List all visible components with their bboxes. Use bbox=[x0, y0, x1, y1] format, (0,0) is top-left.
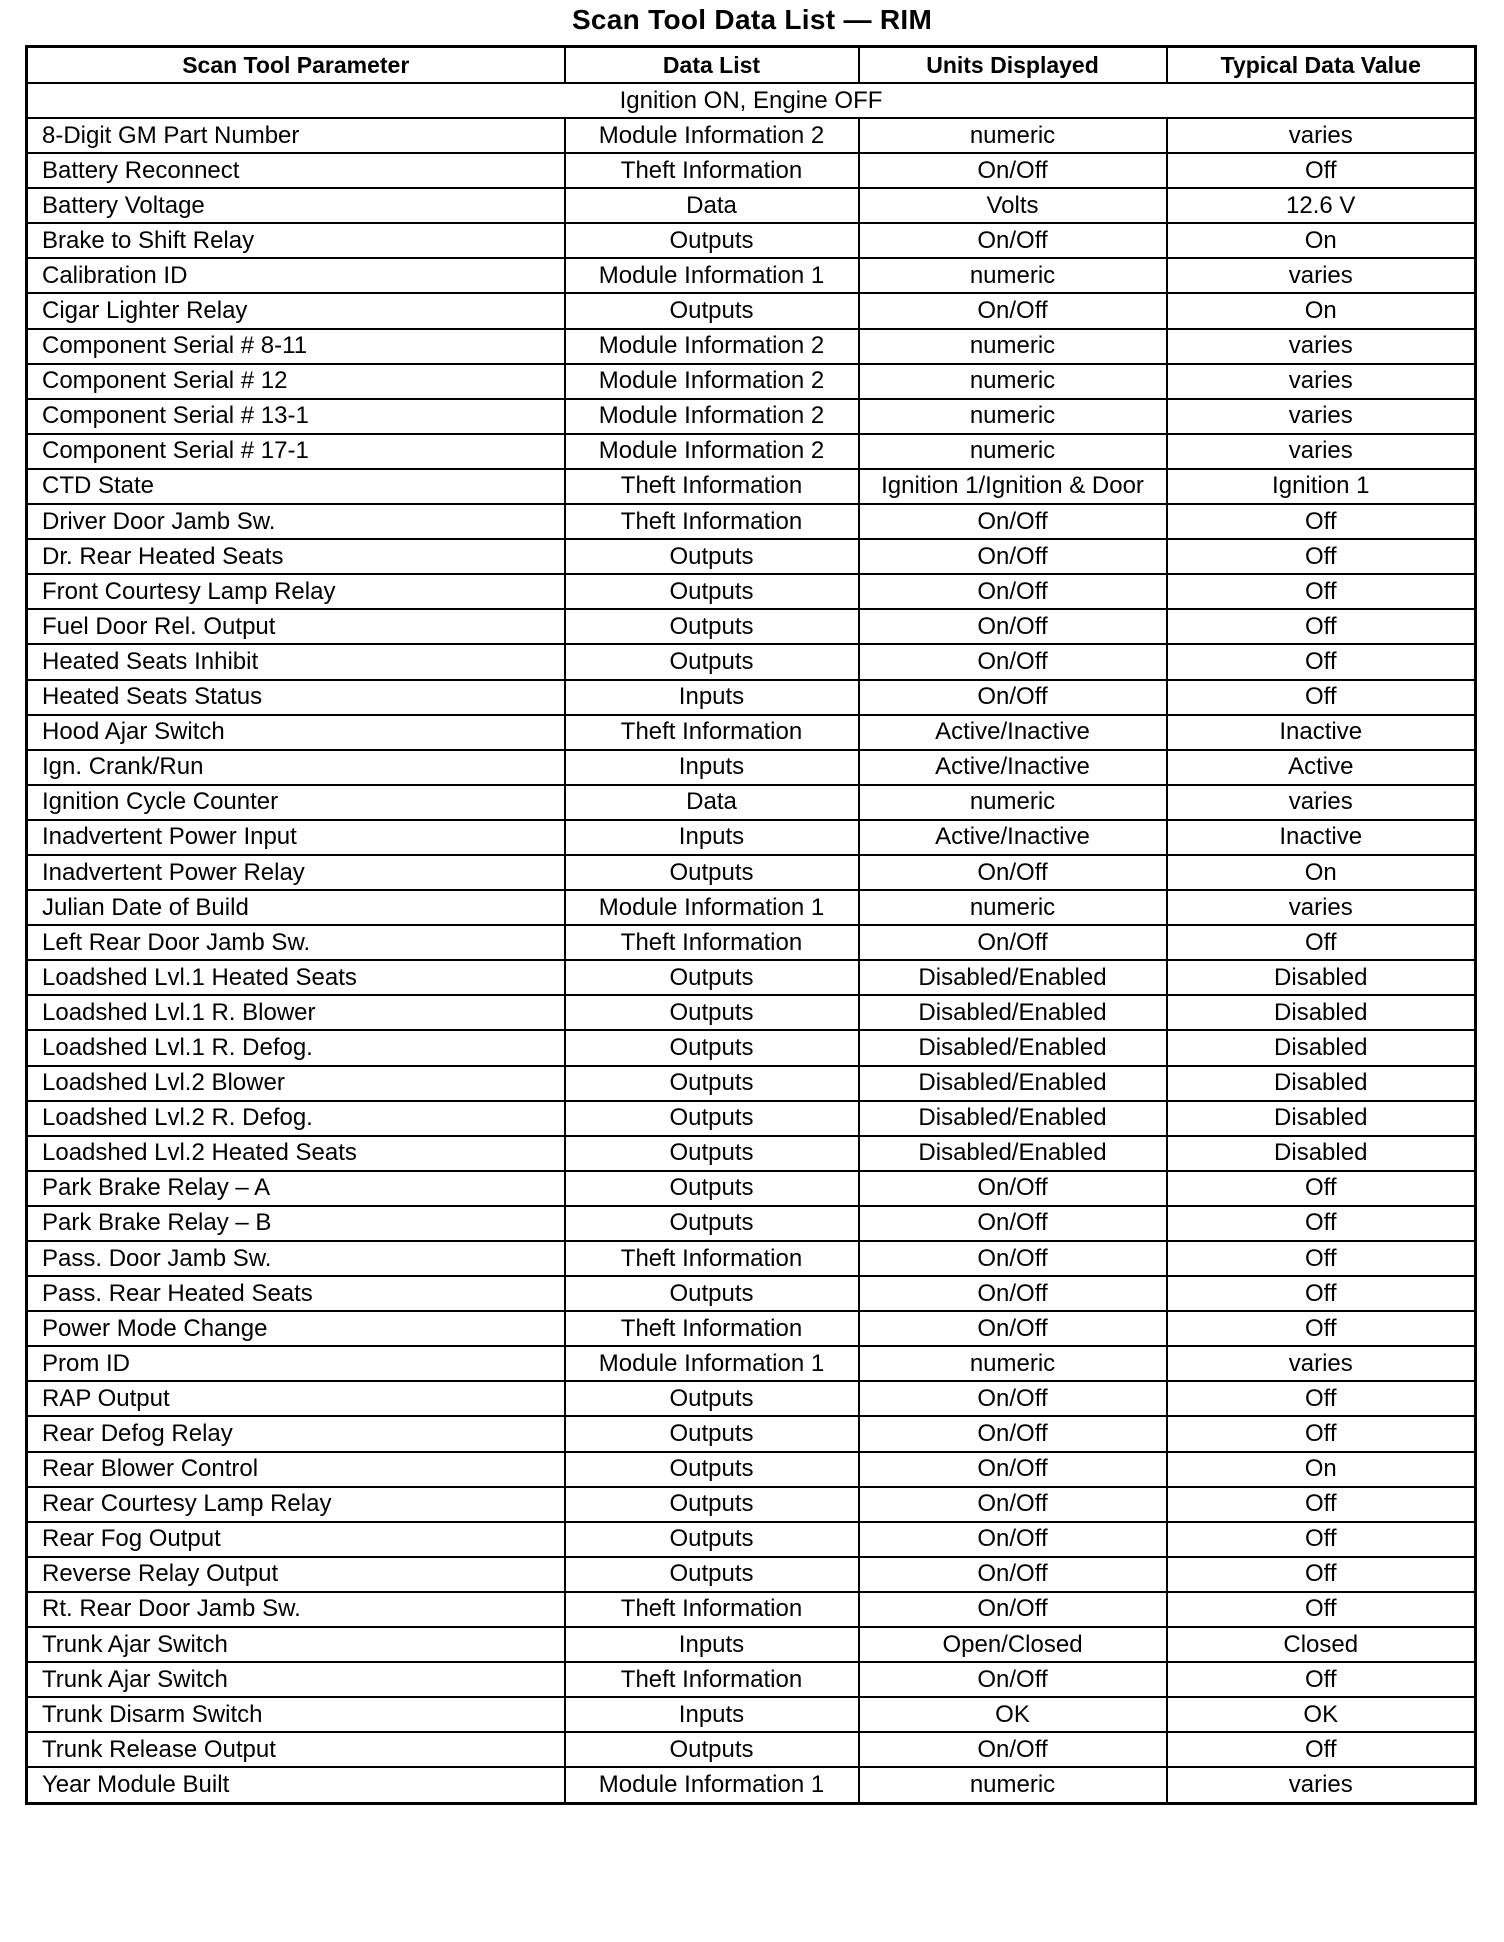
cell-typical-value: Off bbox=[1167, 644, 1476, 679]
cell-typical-value: 12.6 V bbox=[1167, 188, 1476, 223]
cell-typical-value: Off bbox=[1167, 153, 1476, 188]
table-row bbox=[27, 1030, 1476, 1065]
cell-typical-value: Disabled bbox=[1167, 1066, 1476, 1101]
cell-units: Disabled/Enabled bbox=[859, 1066, 1167, 1101]
cell-data-list: Theft Information bbox=[565, 925, 859, 960]
cell-data-list: Theft Information bbox=[565, 469, 859, 504]
cell-units: Disabled/Enabled bbox=[859, 1136, 1167, 1171]
table-row bbox=[27, 1241, 1476, 1276]
cell-parameter: Reverse Relay Output bbox=[27, 1557, 565, 1592]
table-row bbox=[27, 434, 1476, 469]
cell-typical-value: Off bbox=[1167, 539, 1476, 574]
cell-data-list: Outputs bbox=[565, 1066, 859, 1101]
cell-parameter: Heated Seats Status bbox=[27, 680, 565, 715]
cell-data-list: Theft Information bbox=[565, 1241, 859, 1276]
cell-data-list: Outputs bbox=[565, 960, 859, 995]
table-row bbox=[27, 1732, 1476, 1767]
table-row bbox=[27, 293, 1476, 328]
cell-units: numeric bbox=[859, 785, 1167, 820]
cell-typical-value: Off bbox=[1167, 680, 1476, 715]
cell-units: On/Off bbox=[859, 680, 1167, 715]
table-row bbox=[27, 1416, 1476, 1451]
cell-data-list: Module Information 2 bbox=[565, 399, 859, 434]
cell-data-list: Outputs bbox=[565, 1171, 859, 1206]
cell-typical-value: Off bbox=[1167, 574, 1476, 609]
table-row bbox=[27, 1662, 1476, 1697]
cell-parameter: Trunk Ajar Switch bbox=[27, 1662, 565, 1697]
cell-data-list: Outputs bbox=[565, 1522, 859, 1557]
cell-parameter: Pass. Rear Heated Seats bbox=[27, 1276, 565, 1311]
cell-data-list: Inputs bbox=[565, 680, 859, 715]
cell-typical-value: On bbox=[1167, 1452, 1476, 1487]
cell-typical-value: Off bbox=[1167, 609, 1476, 644]
cell-parameter: Trunk Release Output bbox=[27, 1732, 565, 1767]
table-row bbox=[27, 820, 1476, 855]
cell-parameter: Front Courtesy Lamp Relay bbox=[27, 574, 565, 609]
cell-units: On/Off bbox=[859, 1416, 1167, 1451]
cell-typical-value: varies bbox=[1167, 1767, 1476, 1803]
table-row bbox=[27, 644, 1476, 679]
cell-typical-value: Off bbox=[1167, 1557, 1476, 1592]
cell-parameter: Component Serial # 12 bbox=[27, 364, 565, 399]
table-row bbox=[27, 680, 1476, 715]
cell-data-list: Outputs bbox=[565, 574, 859, 609]
cell-typical-value: On bbox=[1167, 293, 1476, 328]
cell-parameter: Hood Ajar Switch bbox=[27, 715, 565, 750]
cell-units: On/Off bbox=[859, 539, 1167, 574]
cell-parameter: Inadvertent Power Relay bbox=[27, 855, 565, 890]
table-row bbox=[27, 855, 1476, 890]
cell-units: On/Off bbox=[859, 1592, 1167, 1627]
cell-units: Ignition 1/Ignition & Door bbox=[859, 469, 1167, 504]
cell-units: numeric bbox=[859, 399, 1167, 434]
cell-data-list: Outputs bbox=[565, 1732, 859, 1767]
cell-units: On/Off bbox=[859, 153, 1167, 188]
cell-units: numeric bbox=[859, 118, 1167, 153]
table-row bbox=[27, 1592, 1476, 1627]
cell-typical-value: Active bbox=[1167, 750, 1476, 785]
column-header-parameter: Scan Tool Parameter bbox=[27, 47, 565, 84]
table-row bbox=[27, 995, 1476, 1030]
cell-parameter: 8-Digit GM Part Number bbox=[27, 118, 565, 153]
cell-units: Open/Closed bbox=[859, 1627, 1167, 1662]
cell-typical-value: Inactive bbox=[1167, 715, 1476, 750]
cell-data-list: Outputs bbox=[565, 609, 859, 644]
table-row bbox=[27, 1101, 1476, 1136]
cell-data-list: Inputs bbox=[565, 1697, 859, 1732]
cell-data-list: Outputs bbox=[565, 644, 859, 679]
table-row bbox=[27, 1697, 1476, 1732]
cell-parameter: Rear Defog Relay bbox=[27, 1416, 565, 1451]
cell-typical-value: varies bbox=[1167, 399, 1476, 434]
cell-data-list: Outputs bbox=[565, 1381, 859, 1416]
cell-units: On/Off bbox=[859, 1241, 1167, 1276]
cell-data-list: Module Information 2 bbox=[565, 364, 859, 399]
cell-typical-value: Off bbox=[1167, 1241, 1476, 1276]
cell-units: numeric bbox=[859, 890, 1167, 925]
cell-data-list: Module Information 1 bbox=[565, 258, 859, 293]
cell-typical-value: Disabled bbox=[1167, 960, 1476, 995]
cell-data-list: Theft Information bbox=[565, 153, 859, 188]
table-row bbox=[27, 504, 1476, 539]
cell-parameter: Fuel Door Rel. Output bbox=[27, 609, 565, 644]
table-row bbox=[27, 1171, 1476, 1206]
cell-typical-value: Off bbox=[1167, 925, 1476, 960]
cell-data-list: Outputs bbox=[565, 1136, 859, 1171]
table-row bbox=[27, 925, 1476, 960]
table-row bbox=[27, 1066, 1476, 1101]
cell-parameter: Park Brake Relay – B bbox=[27, 1206, 565, 1241]
table-row bbox=[27, 329, 1476, 364]
cell-data-list: Module Information 1 bbox=[565, 1346, 859, 1381]
cell-typical-value: Ignition 1 bbox=[1167, 469, 1476, 504]
cell-units: On/Off bbox=[859, 1522, 1167, 1557]
table-row bbox=[27, 223, 1476, 258]
cell-data-list: Theft Information bbox=[565, 1311, 859, 1346]
cell-typical-value: Off bbox=[1167, 1416, 1476, 1451]
table-row bbox=[27, 118, 1476, 153]
cell-parameter: Heated Seats Inhibit bbox=[27, 644, 565, 679]
cell-parameter: Loadshed Lvl.2 R. Defog. bbox=[27, 1101, 565, 1136]
cell-parameter: Calibration ID bbox=[27, 258, 565, 293]
cell-typical-value: Inactive bbox=[1167, 820, 1476, 855]
cell-typical-value: Closed bbox=[1167, 1627, 1476, 1662]
cell-units: Disabled/Enabled bbox=[859, 1030, 1167, 1065]
table-row bbox=[27, 1346, 1476, 1381]
cell-typical-value: Off bbox=[1167, 1732, 1476, 1767]
cell-parameter: Driver Door Jamb Sw. bbox=[27, 504, 565, 539]
table-header-row bbox=[27, 47, 1476, 84]
cell-units: On/Off bbox=[859, 1171, 1167, 1206]
table-row bbox=[27, 364, 1476, 399]
cell-parameter: Ign. Crank/Run bbox=[27, 750, 565, 785]
cell-data-list: Outputs bbox=[565, 539, 859, 574]
cell-data-list: Outputs bbox=[565, 223, 859, 258]
cell-units: On/Off bbox=[859, 504, 1167, 539]
cell-data-list: Outputs bbox=[565, 293, 859, 328]
cell-typical-value: Off bbox=[1167, 1662, 1476, 1697]
page-title: Scan Tool Data List — RIM bbox=[571, 4, 933, 35]
cell-data-list: Outputs bbox=[565, 1557, 859, 1592]
cell-parameter: Battery Voltage bbox=[27, 188, 565, 223]
cell-units: Disabled/Enabled bbox=[859, 960, 1167, 995]
table-row bbox=[27, 1136, 1476, 1171]
cell-parameter: Loadshed Lvl.1 Heated Seats bbox=[27, 960, 565, 995]
table-row bbox=[27, 1311, 1476, 1346]
cell-parameter: RAP Output bbox=[27, 1381, 565, 1416]
cell-units: Active/Inactive bbox=[859, 715, 1167, 750]
cell-parameter: Rear Courtesy Lamp Relay bbox=[27, 1487, 565, 1522]
cell-parameter: Battery Reconnect bbox=[27, 153, 565, 188]
cell-parameter: Left Rear Door Jamb Sw. bbox=[27, 925, 565, 960]
table-row bbox=[27, 469, 1476, 504]
table-row bbox=[27, 1487, 1476, 1522]
table-row bbox=[27, 258, 1476, 293]
table-row bbox=[27, 785, 1476, 820]
cell-data-list: Data bbox=[565, 188, 859, 223]
cell-parameter: Rear Fog Output bbox=[27, 1522, 565, 1557]
cell-units: On/Off bbox=[859, 855, 1167, 890]
cell-typical-value: Off bbox=[1167, 1276, 1476, 1311]
cell-typical-value: varies bbox=[1167, 329, 1476, 364]
cell-data-list: Module Information 1 bbox=[565, 1767, 859, 1803]
table-row bbox=[27, 1767, 1476, 1803]
cell-parameter: Rear Blower Control bbox=[27, 1452, 565, 1487]
cell-typical-value: Disabled bbox=[1167, 1136, 1476, 1171]
table-body bbox=[27, 83, 1476, 1803]
cell-parameter: Prom ID bbox=[27, 1346, 565, 1381]
table-row bbox=[27, 715, 1476, 750]
cell-typical-value: Off bbox=[1167, 1487, 1476, 1522]
cell-data-list: Module Information 2 bbox=[565, 329, 859, 364]
cell-parameter: Component Serial # 8-11 bbox=[27, 329, 565, 364]
cell-data-list: Module Information 1 bbox=[565, 890, 859, 925]
cell-typical-value: On bbox=[1167, 855, 1476, 890]
cell-typical-value: Disabled bbox=[1167, 995, 1476, 1030]
cell-data-list: Inputs bbox=[565, 1627, 859, 1662]
cell-typical-value: Disabled bbox=[1167, 1030, 1476, 1065]
cell-typical-value: OK bbox=[1167, 1697, 1476, 1732]
cell-data-list: Outputs bbox=[565, 1276, 859, 1311]
cell-units: Active/Inactive bbox=[859, 820, 1167, 855]
table-row bbox=[27, 1276, 1476, 1311]
cell-units: On/Off bbox=[859, 574, 1167, 609]
column-header-data-list: Data List bbox=[565, 47, 859, 84]
cell-units: Disabled/Enabled bbox=[859, 995, 1167, 1030]
table-row bbox=[27, 1522, 1476, 1557]
table-row bbox=[27, 609, 1476, 644]
cell-units: Volts bbox=[859, 188, 1167, 223]
cell-parameter: Loadshed Lvl.2 Heated Seats bbox=[27, 1136, 565, 1171]
cell-data-list: Outputs bbox=[565, 995, 859, 1030]
cell-data-list: Outputs bbox=[565, 1101, 859, 1136]
cell-typical-value: varies bbox=[1167, 890, 1476, 925]
table-row bbox=[27, 1627, 1476, 1662]
cell-parameter: Trunk Disarm Switch bbox=[27, 1697, 565, 1732]
table-row bbox=[27, 1557, 1476, 1592]
cell-parameter: Cigar Lighter Relay bbox=[27, 293, 565, 328]
cell-parameter: Ignition Cycle Counter bbox=[27, 785, 565, 820]
cell-units: numeric bbox=[859, 1346, 1167, 1381]
cell-units: numeric bbox=[859, 434, 1167, 469]
cell-typical-value: Off bbox=[1167, 1522, 1476, 1557]
cell-units: OK bbox=[859, 1697, 1167, 1732]
cell-units: On/Off bbox=[859, 1662, 1167, 1697]
cell-units: On/Off bbox=[859, 293, 1167, 328]
cell-units: On/Off bbox=[859, 1557, 1167, 1592]
table-row bbox=[27, 399, 1476, 434]
cell-units: numeric bbox=[859, 364, 1167, 399]
table-row bbox=[27, 1452, 1476, 1487]
cell-typical-value: Off bbox=[1167, 504, 1476, 539]
cell-units: On/Off bbox=[859, 925, 1167, 960]
cell-typical-value: Off bbox=[1167, 1381, 1476, 1416]
cell-typical-value: varies bbox=[1167, 364, 1476, 399]
cell-typical-value: varies bbox=[1167, 118, 1476, 153]
cell-data-list: Theft Information bbox=[565, 504, 859, 539]
cell-data-list: Outputs bbox=[565, 1416, 859, 1451]
cell-units: On/Off bbox=[859, 1276, 1167, 1311]
table-row bbox=[27, 1206, 1476, 1241]
cell-parameter: Loadshed Lvl.2 Blower bbox=[27, 1066, 565, 1101]
cell-units: numeric bbox=[859, 329, 1167, 364]
cell-typical-value: varies bbox=[1167, 258, 1476, 293]
cell-parameter: CTD State bbox=[27, 469, 565, 504]
cell-data-list: Data bbox=[565, 785, 859, 820]
cell-parameter: Pass. Door Jamb Sw. bbox=[27, 1241, 565, 1276]
cell-parameter: Julian Date of Build bbox=[27, 890, 565, 925]
cell-units: On/Off bbox=[859, 1206, 1167, 1241]
cell-typical-value: Off bbox=[1167, 1311, 1476, 1346]
cell-parameter: Component Serial # 17-1 bbox=[27, 434, 565, 469]
cell-typical-value: varies bbox=[1167, 1346, 1476, 1381]
cell-units: On/Off bbox=[859, 1732, 1167, 1767]
section-label: Ignition ON, Engine OFF bbox=[27, 83, 1476, 118]
cell-data-list: Outputs bbox=[565, 855, 859, 890]
cell-parameter: Loadshed Lvl.1 R. Defog. bbox=[27, 1030, 565, 1065]
table-row bbox=[27, 960, 1476, 995]
cell-data-list: Inputs bbox=[565, 820, 859, 855]
cell-parameter: Dr. Rear Heated Seats bbox=[27, 539, 565, 574]
cell-units: numeric bbox=[859, 1767, 1167, 1803]
table-row bbox=[27, 153, 1476, 188]
cell-units: On/Off bbox=[859, 1487, 1167, 1522]
cell-typical-value: varies bbox=[1167, 434, 1476, 469]
cell-typical-value: Off bbox=[1167, 1171, 1476, 1206]
cell-units: On/Off bbox=[859, 1381, 1167, 1416]
table-row bbox=[27, 890, 1476, 925]
cell-parameter: Inadvertent Power Input bbox=[27, 820, 565, 855]
table-row bbox=[27, 1381, 1476, 1416]
cell-parameter: Component Serial # 13-1 bbox=[27, 399, 565, 434]
cell-parameter: Park Brake Relay – A bbox=[27, 1171, 565, 1206]
table-row bbox=[27, 188, 1476, 223]
cell-parameter: Year Module Built bbox=[27, 1767, 565, 1803]
cell-data-list: Module Information 2 bbox=[565, 434, 859, 469]
cell-data-list: Outputs bbox=[565, 1487, 859, 1522]
cell-units: On/Off bbox=[859, 223, 1167, 258]
cell-units: Active/Inactive bbox=[859, 750, 1167, 785]
cell-data-list: Inputs bbox=[565, 750, 859, 785]
cell-units: On/Off bbox=[859, 1311, 1167, 1346]
cell-data-list: Theft Information bbox=[565, 1662, 859, 1697]
cell-typical-value: On bbox=[1167, 223, 1476, 258]
cell-data-list: Outputs bbox=[565, 1206, 859, 1241]
cell-parameter: Brake to Shift Relay bbox=[27, 223, 565, 258]
cell-parameter: Power Mode Change bbox=[27, 1311, 565, 1346]
cell-data-list: Module Information 2 bbox=[565, 118, 859, 153]
cell-typical-value: varies bbox=[1167, 785, 1476, 820]
cell-units: On/Off bbox=[859, 609, 1167, 644]
cell-typical-value: Off bbox=[1167, 1592, 1476, 1627]
table-row bbox=[27, 539, 1476, 574]
scan-tool-data-table bbox=[25, 45, 1477, 1805]
cell-units: On/Off bbox=[859, 1452, 1167, 1487]
cell-data-list: Outputs bbox=[565, 1452, 859, 1487]
table-row bbox=[27, 750, 1476, 785]
table-row bbox=[27, 574, 1476, 609]
cell-parameter: Trunk Ajar Switch bbox=[27, 1627, 565, 1662]
column-header-units: Units Displayed bbox=[859, 47, 1167, 84]
cell-data-list: Theft Information bbox=[565, 715, 859, 750]
cell-data-list: Theft Information bbox=[565, 1592, 859, 1627]
cell-parameter: Rt. Rear Door Jamb Sw. bbox=[27, 1592, 565, 1627]
cell-units: On/Off bbox=[859, 644, 1167, 679]
cell-units: numeric bbox=[859, 258, 1167, 293]
cell-parameter: Loadshed Lvl.1 R. Blower bbox=[27, 995, 565, 1030]
cell-typical-value: Disabled bbox=[1167, 1101, 1476, 1136]
section-row bbox=[27, 83, 1476, 118]
column-header-typical-value: Typical Data Value bbox=[1167, 47, 1476, 84]
cell-units: Disabled/Enabled bbox=[859, 1101, 1167, 1136]
cell-typical-value: Off bbox=[1167, 1206, 1476, 1241]
cell-data-list: Outputs bbox=[565, 1030, 859, 1065]
